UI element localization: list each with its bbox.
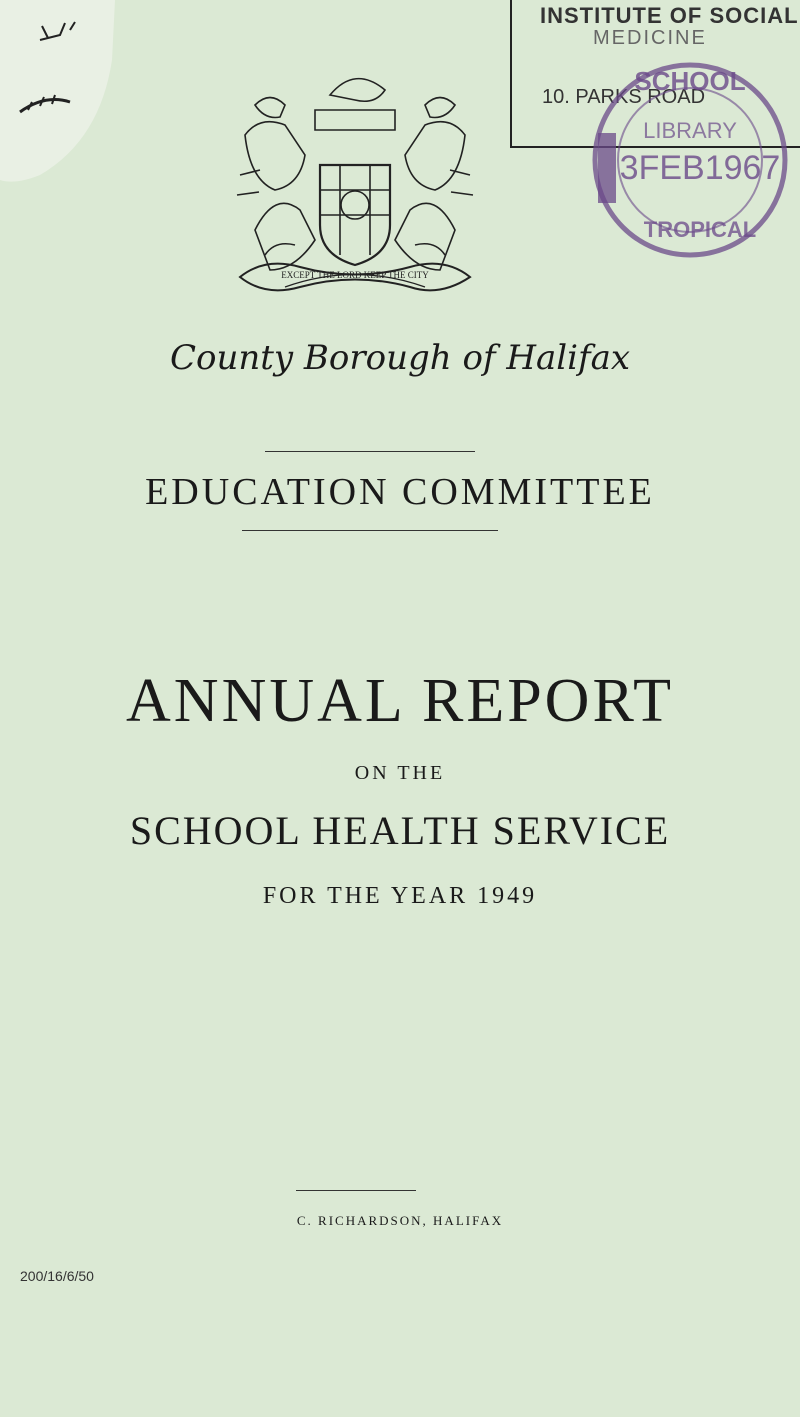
corner-ornament-icon <box>0 0 115 185</box>
report-subject: SCHOOL HEALTH SERVICE <box>129 808 671 853</box>
stamp-line-2: MEDICINE <box>593 27 707 49</box>
committee-heading: EDUCATION COMMITTEE <box>145 471 655 513</box>
svg-text:3FEB1967: 3FEB1967 <box>619 149 781 187</box>
printer-imprint: C. RICHARDSON, HALIFAX <box>296 1213 504 1228</box>
report-year: FOR THE YEAR 1949 <box>262 883 538 909</box>
stamp-reference: 10. PARKS ROAD <box>542 86 706 108</box>
divider-rule <box>242 530 498 531</box>
print-code: 200/16/6/50 <box>20 1268 94 1284</box>
svg-text:TROPICAL: TROPICAL <box>643 217 757 242</box>
council-name: County Borough of Halifax <box>169 338 631 378</box>
library-seal-stamp <box>570 55 800 265</box>
divider-rule <box>265 451 475 452</box>
coat-of-arms-crest <box>225 55 485 300</box>
stamp-line-1: INSTITUTE OF SOCIAL <box>540 3 799 28</box>
report-title: ANNUAL REPORT <box>126 667 674 735</box>
divider-rule <box>296 1190 416 1191</box>
svg-text:SCHOOL: SCHOOL <box>634 66 746 96</box>
svg-text:LIBRARY: LIBRARY <box>643 118 737 143</box>
crest-motto: EXCEPT THE LORD KEEP THE CITY <box>281 270 429 280</box>
title-connector: ON THE <box>354 762 446 784</box>
